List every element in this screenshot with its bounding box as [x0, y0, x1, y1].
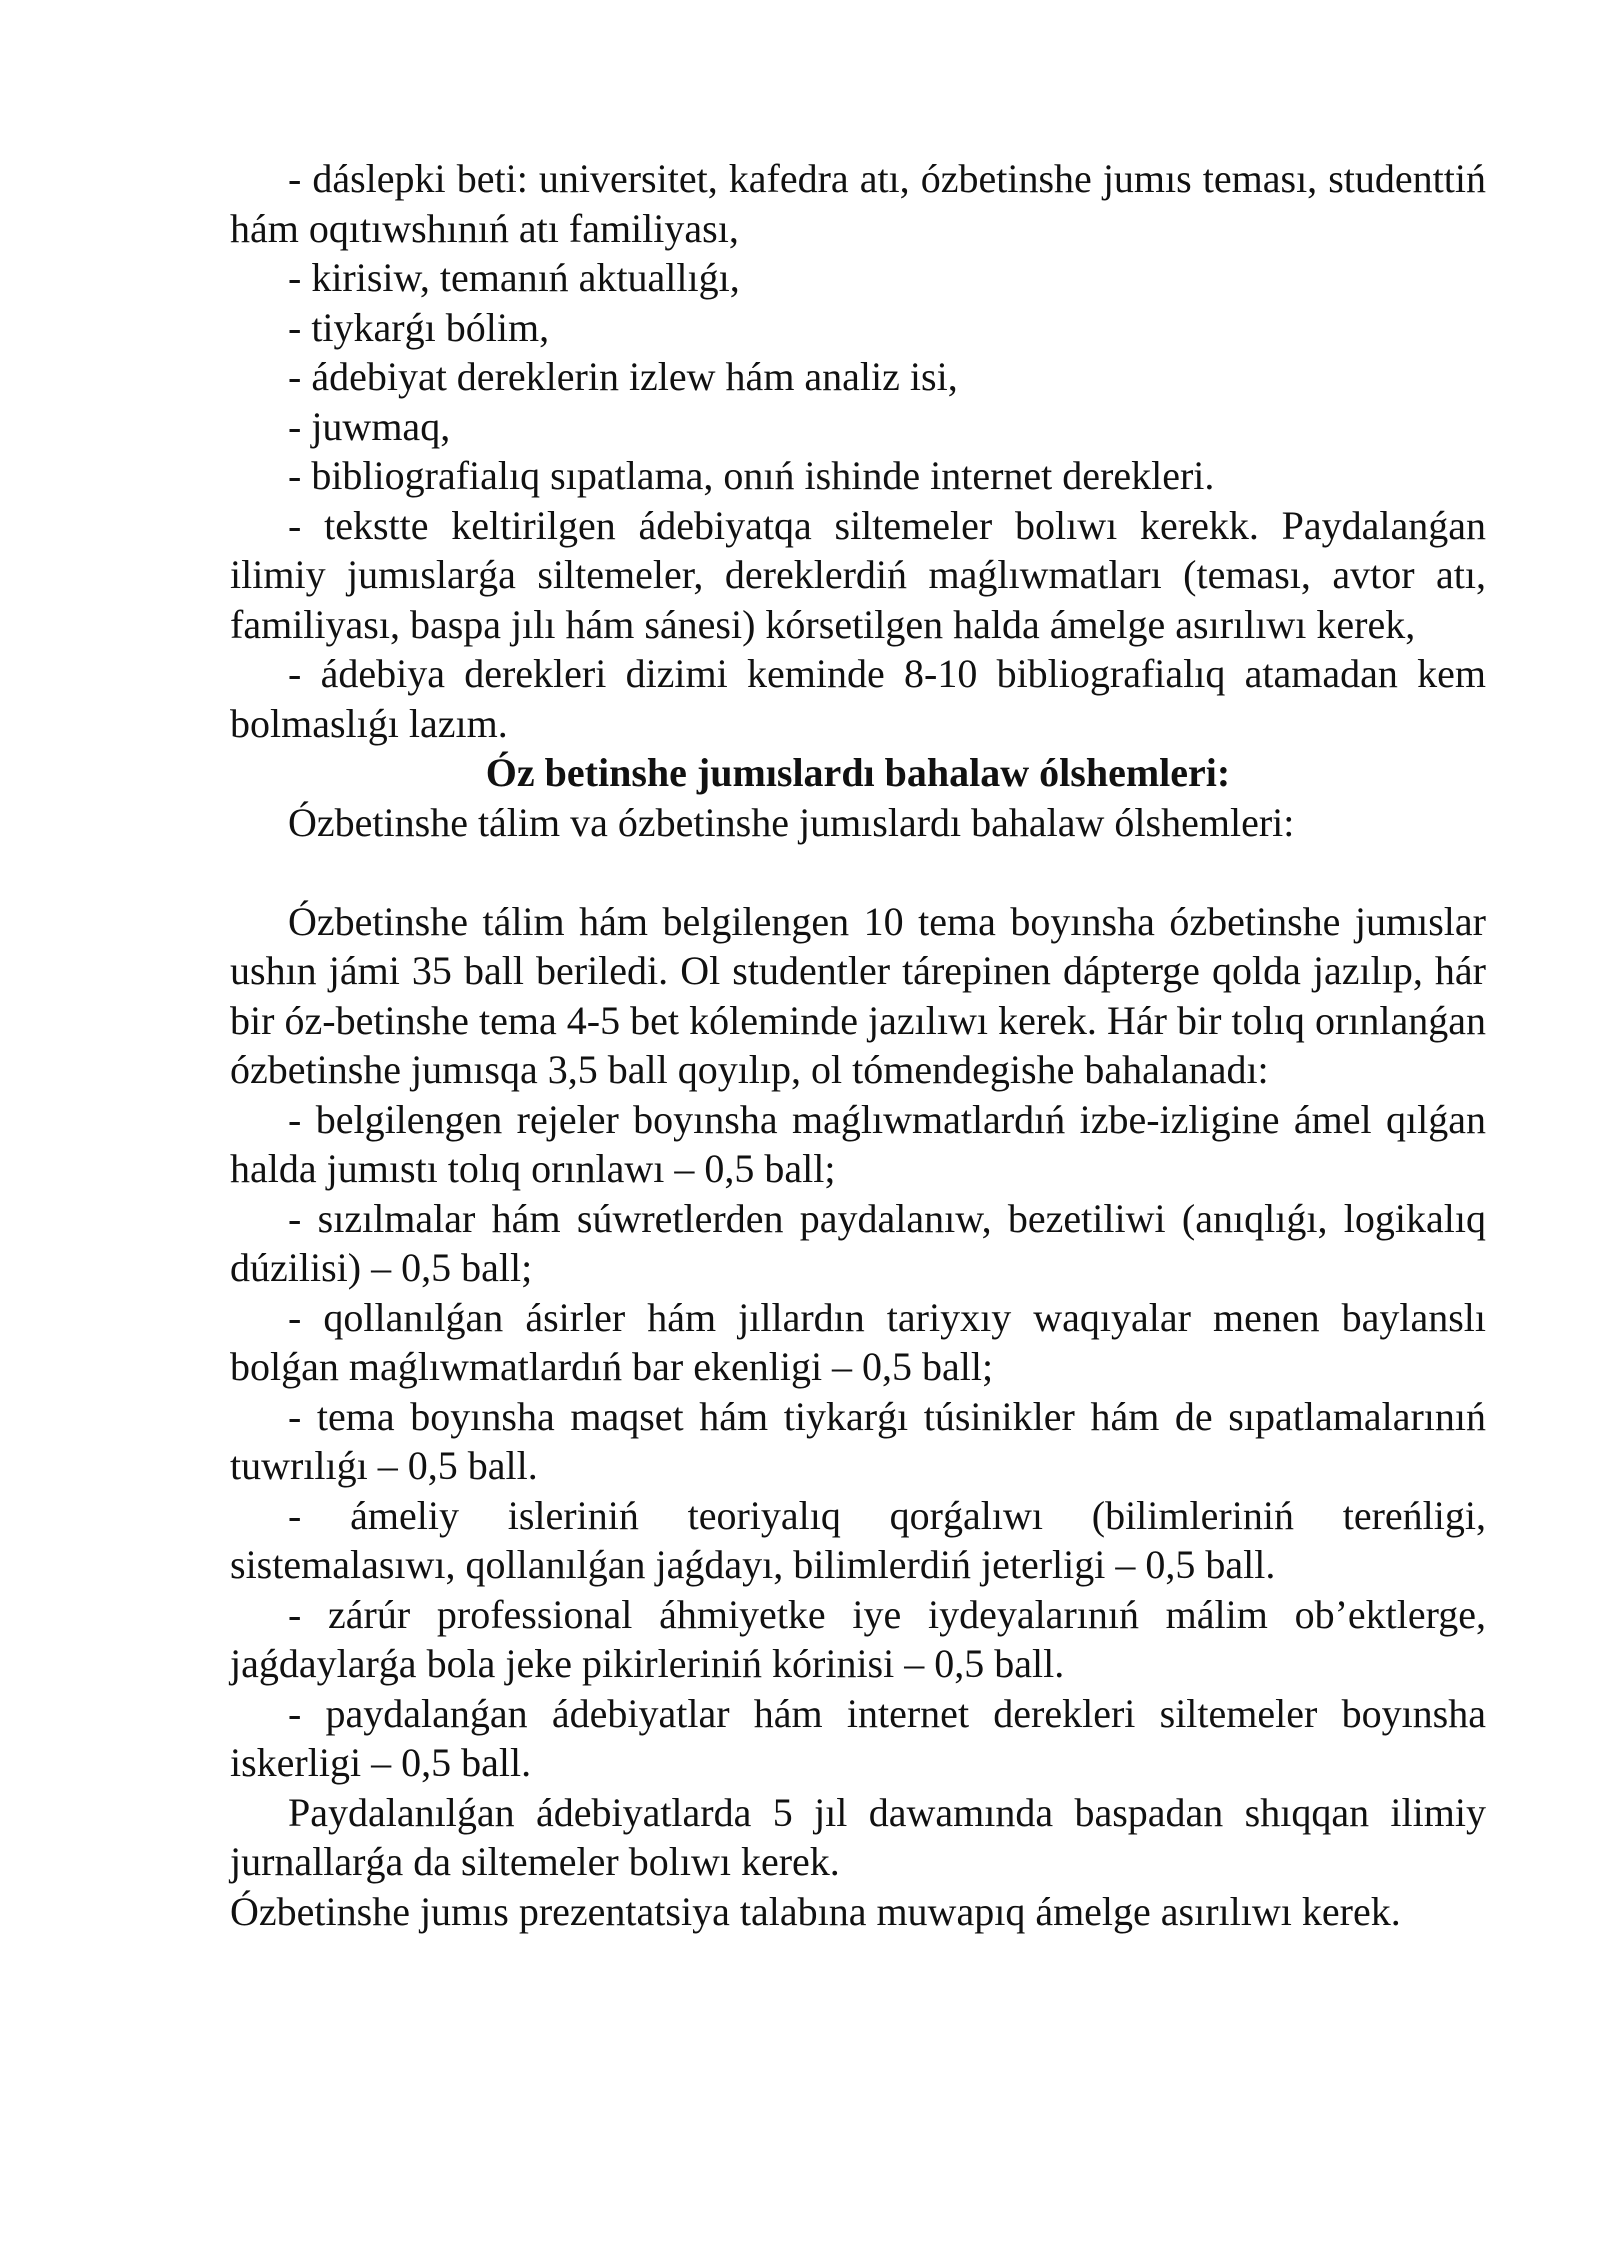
document-page — [230, 154, 1486, 1936]
criterion-drawings: - sızılmalar hám súwretlerden paydalanıw, bezetiliwi (anıqlıǵı, logikalıq dúzilisi) – 0,5 ball; — [230, 1195, 1486, 1290]
criterion-theory: - ámeliy isleriniń teoriyalıq qorǵalıwı (bilimleriniń tereńligi, sistemalasıwı, qollanılǵan jaǵdayı, bilimlerdiń jeterligi – 0,5 ball. — [230, 1492, 1486, 1587]
section-heading: Óz betinshe jumıslardı bahalaw ólshemleri: — [485, 750, 1231, 795]
criterion-concepts: - tema boyınsha maqset hám tiykarǵı túsinikler hám de sıpatlamalarınıń tuwrılıǵı – 0,5 ball. — [230, 1393, 1486, 1488]
requirement-literature-analysis: - ádebiyat dereklerin izlew hám analiz isi, — [288, 354, 958, 399]
criterion-references: - paydalanǵan ádebiyatlar hám internet derekleri siltemeler boyınsha iskerligi – 0,5 ball. — [230, 1690, 1486, 1785]
requirement-title-page: - dáslepki beti: universitet, kafedra atı, ózbetinshe jumıs teması, studenttiń hám oqıtıwshınıń atı familiyası, — [230, 156, 1486, 251]
blank-line — [230, 847, 1486, 897]
requirement-introduction: - kirisiw, temanıń aktuallıǵı, — [288, 255, 740, 300]
closing-paragraph-journals: Paydalanılǵan ádebiyatlarda 5 jıl dawamında baspadan shıqqan ilimiy jurnallarǵa da siltemeler bolıwı kerek. — [230, 1789, 1486, 1884]
requirement-bibliography: - bibliografialıq sıpatlama, onıń ishinde internet derekleri. — [288, 453, 1215, 498]
section-subheading: Ózbetinshe tálim va ózbetinshe jumıslardı bahalaw ólshemleri: — [288, 799, 1295, 845]
criterion-historical-facts: - qollanılǵan ásirler hám jıllardın tariyxıy waqıyalar menen baylanslı bolǵan maǵlıwmatlardıń bar ekenligi – 0,5 ball; — [230, 1294, 1486, 1389]
requirement-citations: - tekstte keltirilgen ádebiyatqa siltemeler bolıwı kerekk. Paydalanǵan ilimiy jumıslarǵa siltemeler, dereklerdiń maǵlıwmatları (teması, avtor atı, familiyası, baspa jılı hám sánesi) kórsetilgen halda ámelge asırılıwı kerek, — [230, 502, 1486, 647]
criterion-professional-ideas: - zárúr professional áhmiyetke iye iydeyalarınıń málim ob’ektlerge, jaǵdaylarǵa bola jeke pikirleriniń kórinisi – 0,5 ball. — [230, 1591, 1486, 1686]
closing-paragraph-presentation: Ózbetinshe jumıs prezentatsiya talabına muwapıq ámelge asırılıwı kerek. — [230, 1888, 1401, 1934]
intro-paragraph: Ózbetinshe tálim hám belgilengen 10 tema boyınsha ózbetinshe jumıslar ushın jámi 35 ball beriledi. Ol studentler tárepinen dápterge qolda jazılıp, hár bir óz-betinshe tema 4-5 bet kóleminde jazılıwı kerek. Hár bir tolıq orınlanǵan ózbetinshe jumısqa 3,5 ball qoyılıp, ol tómendegishe bahalanadı: — [230, 898, 1486, 1092]
requirement-reference-count: - ádebiya derekleri dizimi keminde 8-10 bibliografialıq atamadan kem bolmaslıǵı lazım. — [230, 651, 1486, 746]
requirement-main-part: - tiykarǵı bólim, — [288, 304, 550, 350]
criterion-completeness: - belgilengen rejeler boyınsha maǵlıwmatlardıń izbe-izligine ámel qılǵan halda jumıstı tolıq orınlawı – 0,5 ball; — [230, 1096, 1486, 1191]
requirement-conclusion: - juwmaq, — [288, 403, 451, 449]
